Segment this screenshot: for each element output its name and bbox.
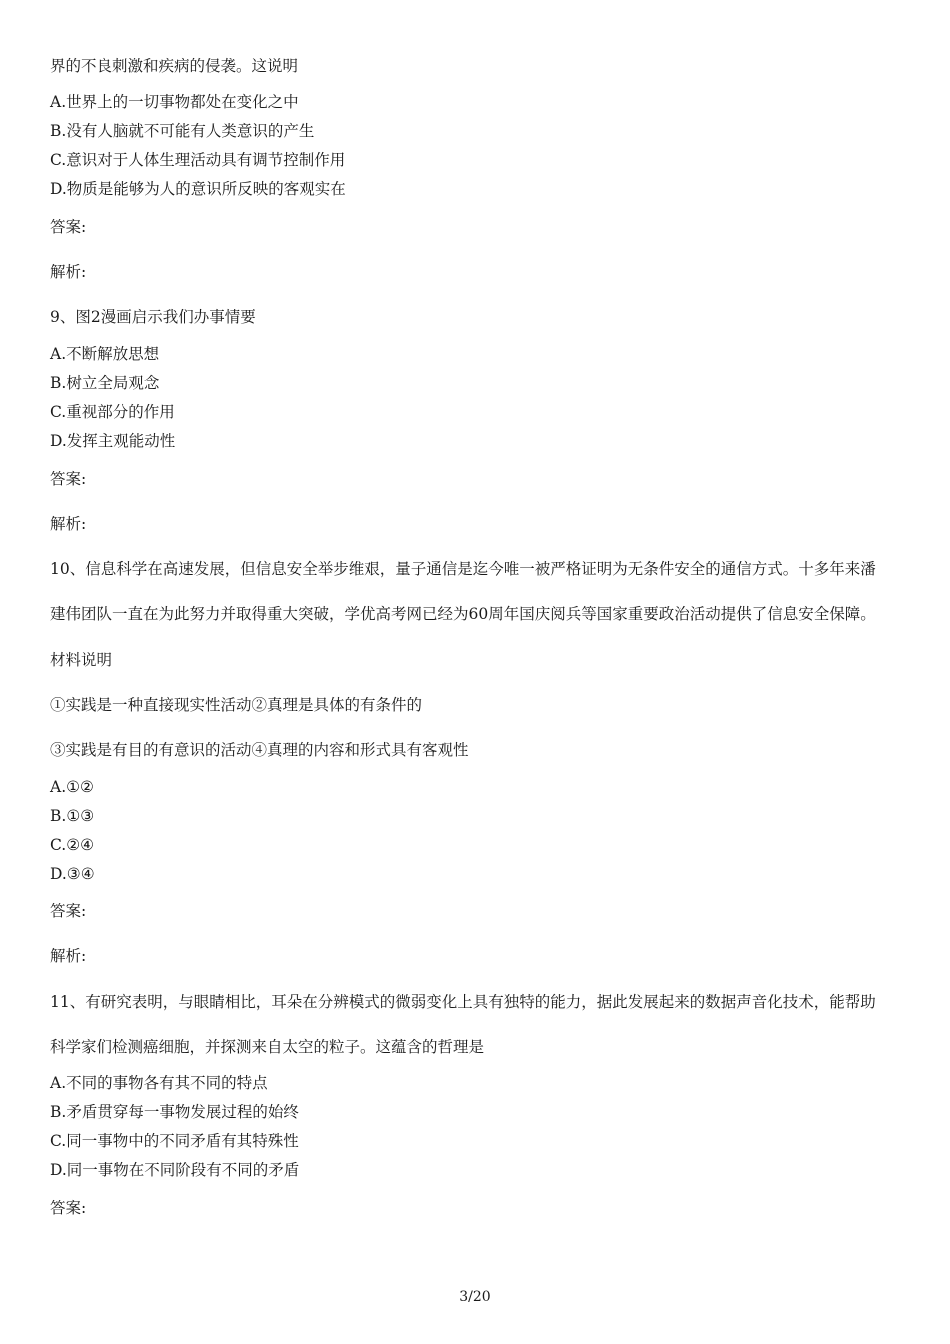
question-9-analysis-label: 解析: bbox=[50, 515, 87, 533]
question-9-option-a: A.不断解放思想 bbox=[50, 345, 160, 363]
question-10-option-a: A.①② bbox=[50, 778, 94, 796]
question-9-stem: 9、图2漫画启示我们办事情要 bbox=[50, 308, 256, 326]
question-11-option-c: C.同一事物中的不同矛盾有其特殊性 bbox=[50, 1132, 299, 1150]
question-8-option-c: C.意识对于人体生理活动具有调节控制作用 bbox=[50, 151, 346, 169]
page-number: 3/20 bbox=[459, 1289, 491, 1305]
question-8-stem-tail: 界的不良刺激和疾病的侵袭。这说明 bbox=[50, 57, 299, 75]
question-11-answer-label: 答案: bbox=[50, 1199, 87, 1217]
question-10-option-b: B.①③ bbox=[50, 807, 95, 825]
question-9-option-c: C.重视部分的作用 bbox=[50, 403, 175, 421]
question-10-option-d: D.③④ bbox=[50, 865, 95, 883]
question-8-option-d: D.物质是能够为人的意识所反映的客观实在 bbox=[50, 180, 346, 198]
question-10-option-c: C.②④ bbox=[50, 836, 95, 854]
question-8-option-b: B.没有人脑就不可能有人类意识的产生 bbox=[50, 122, 315, 140]
question-10-stem-line-3: 材料说明 bbox=[50, 651, 113, 669]
question-8-analysis-label: 解析: bbox=[50, 263, 87, 281]
question-10-answer-label: 答案: bbox=[50, 902, 87, 920]
question-11-option-b: B.矛盾贯穿每一事物发展过程的始终 bbox=[50, 1103, 299, 1121]
question-10-statements-2: ③实践是有目的有意识的活动④真理的内容和形式具有客观性 bbox=[50, 741, 469, 759]
question-11-option-d: D.同一事物在不同阶段有不同的矛盾 bbox=[50, 1161, 300, 1179]
question-8-answer-label: 答案: bbox=[50, 218, 87, 236]
question-9-option-d: D.发挥主观能动性 bbox=[50, 432, 176, 450]
question-9-answer-label: 答案: bbox=[50, 470, 87, 488]
question-10-stem-line-1: 10、信息科学在高速发展，但信息安全举步维艰，量子通信是迄今唯一被严格证明为无条件安全的通信方式。十多年来潘 bbox=[50, 560, 876, 578]
question-11-stem-line-2: 科学家们检测癌细胞，并探测来自太空的粒子。这蕴含的哲理是 bbox=[50, 1038, 485, 1056]
question-10-statements-1: ①实践是一种直接现实性活动②真理是具体的有条件的 bbox=[50, 696, 423, 714]
question-9-option-b: B.树立全局观念 bbox=[50, 374, 160, 392]
question-11-stem-line-1: 11、有研究表明，与眼睛相比，耳朵在分辨模式的微弱变化上具有独特的能力，据此发展起来的数据声音化技术，能帮助 bbox=[50, 993, 876, 1011]
question-10-stem-line-2: 建伟团队一直在为此努力并取得重大突破，学优高考网已经为60周年国庆阅兵等国家重要政治活动提供了信息安全保障。 bbox=[50, 605, 876, 623]
question-8-option-a: A.世界上的一切事物都处在变化之中 bbox=[50, 93, 299, 111]
question-11-option-a: A.不同的事物各有其不同的特点 bbox=[50, 1074, 268, 1092]
question-10-analysis-label: 解析: bbox=[50, 947, 87, 965]
